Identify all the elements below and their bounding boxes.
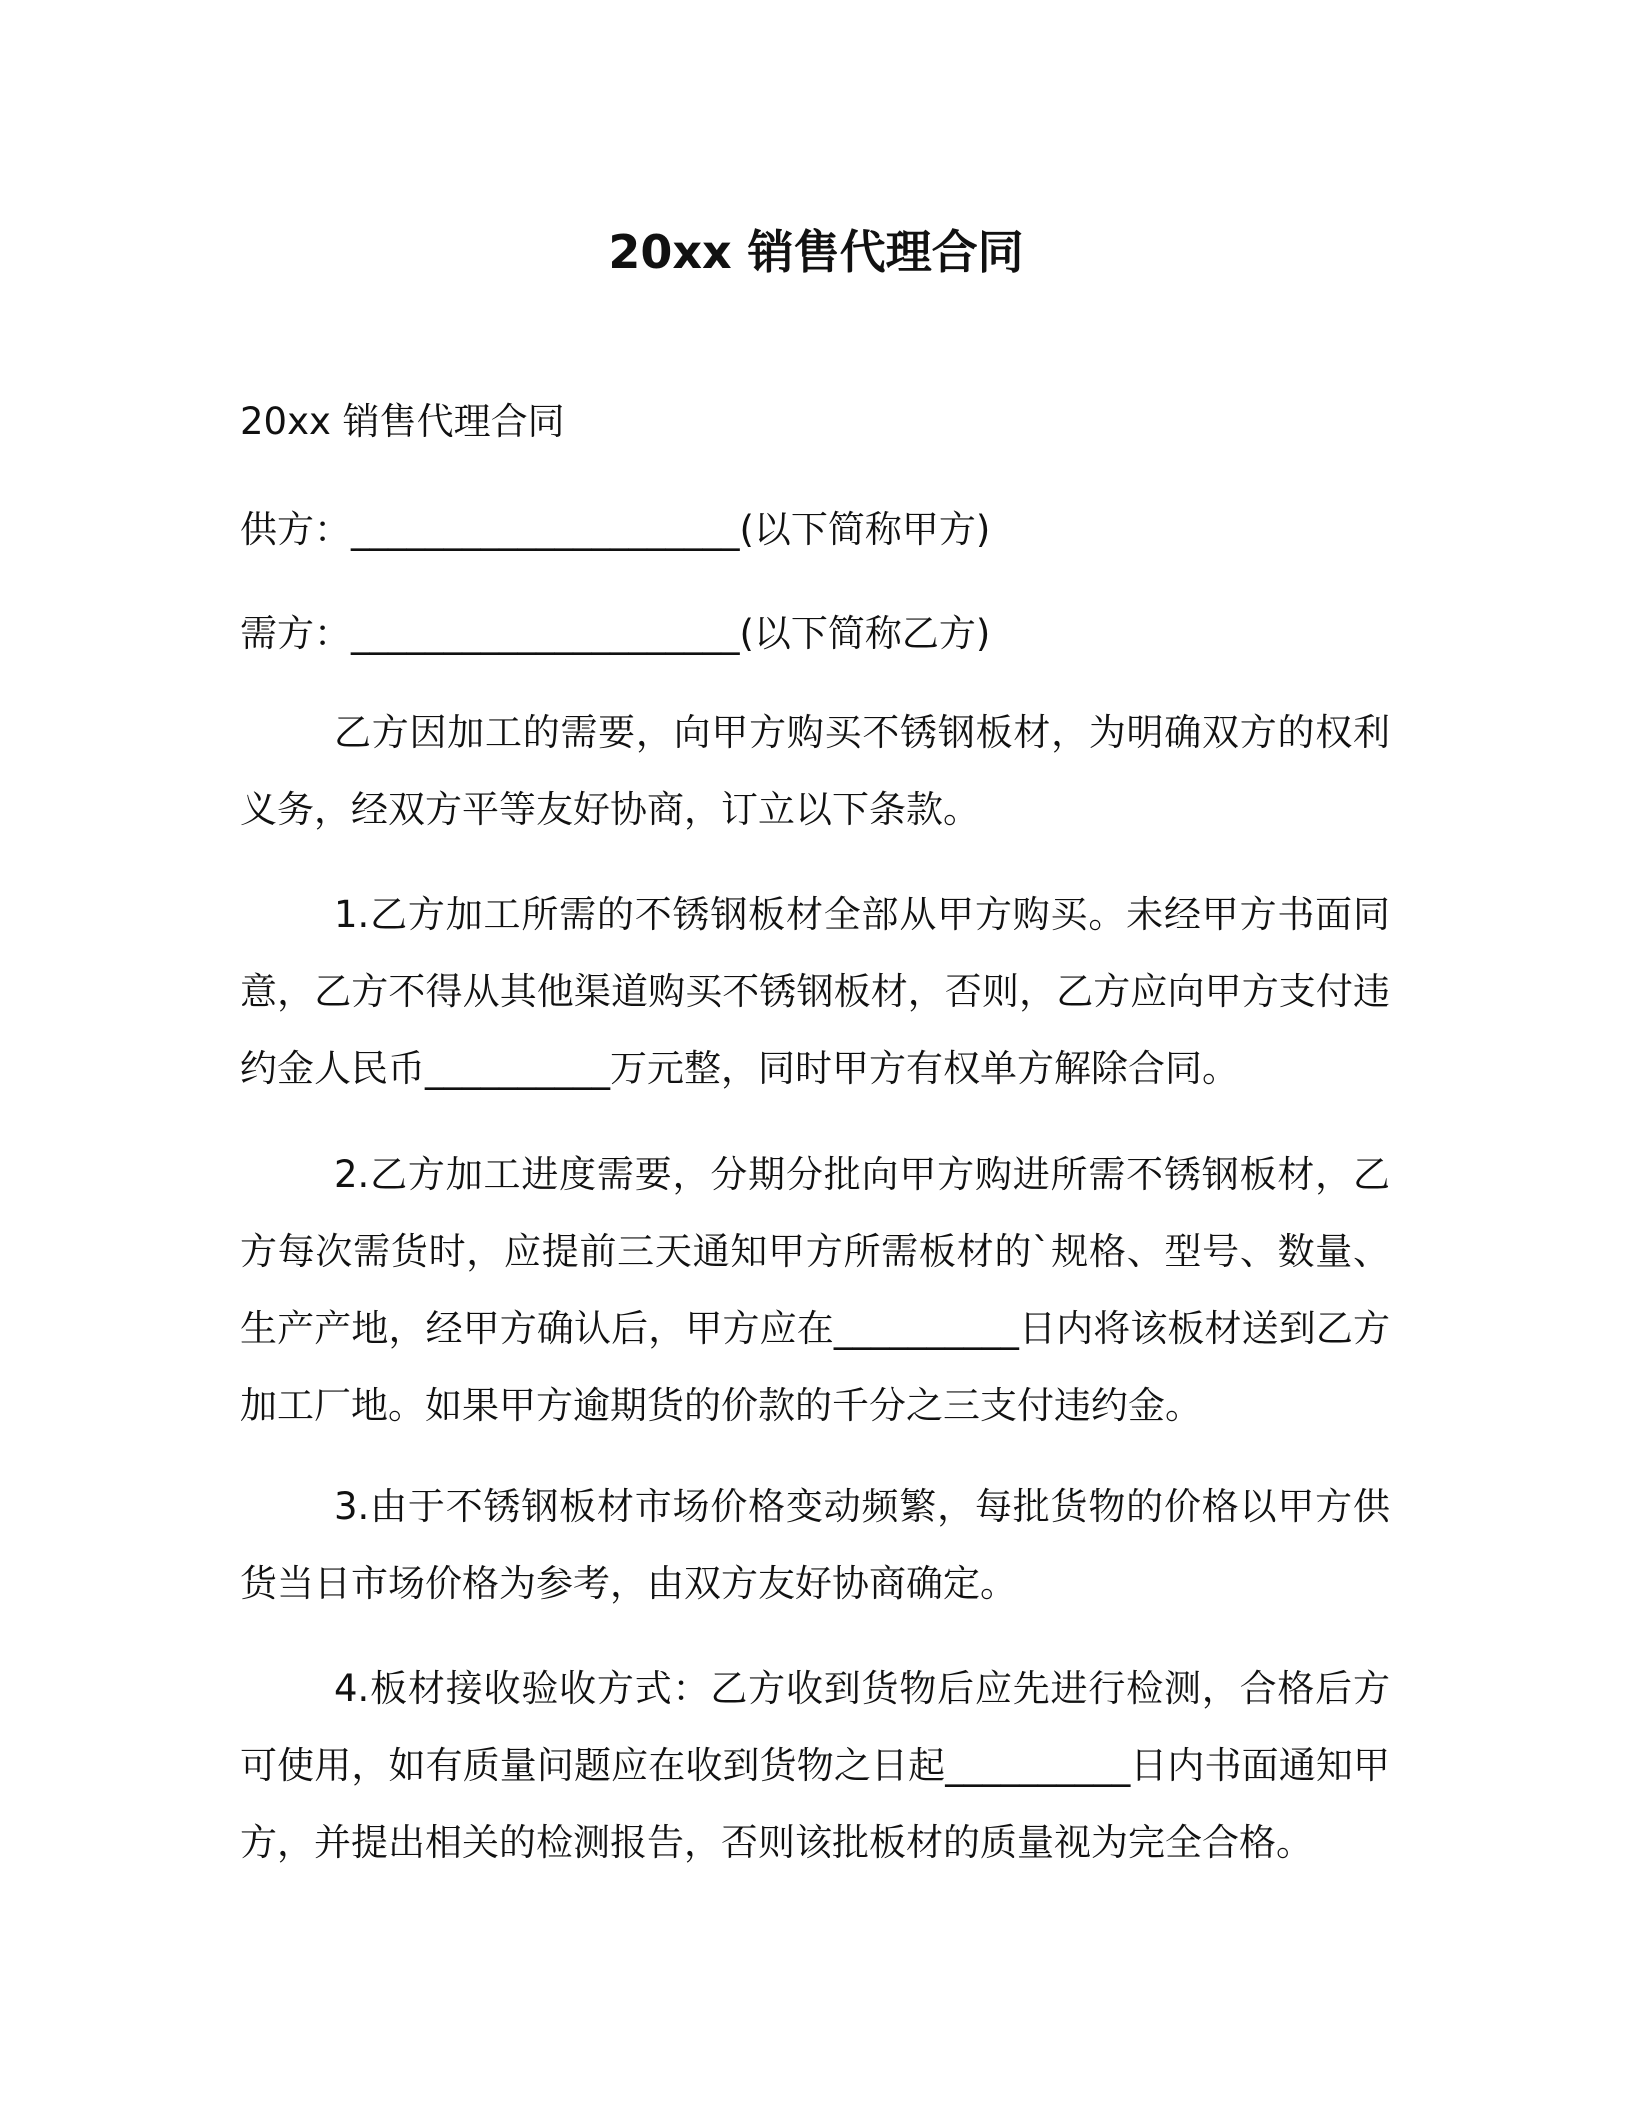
clause-4: 4.板材接收验收方式：乙方收到货物后应先进行检测，合格后方可使用，如有质量问题应在收到货物之日起__________日内书面通知甲方，并提出相关的检测报告，否则该批板材的质量视为完全合格。	[240, 1667, 1390, 1864]
supplier-line: 供方：_____________________(以下简称甲方)	[240, 508, 991, 551]
clause-2: 2.乙方加工进度需要，分期分批向甲方购进所需不锈钢板材，乙方每次需货时，应提前三天通知甲方所需板材的`规格、型号、数量、生产产地，经甲方确认后，甲方应在__________日内将该板材送到乙方加工厂地。如果甲方逾期货的价款的千分之三支付违约金。	[240, 1153, 1390, 1427]
document-title: 20xx 销售代理合同	[608, 225, 1024, 279]
document-subtitle: 20xx 销售代理合同	[240, 400, 565, 443]
clause-1: 1.乙方加工所需的不锈钢板材全部从甲方购买。未经甲方书面同意，乙方不得从其他渠道购买不锈钢板材，否则，乙方应向甲方支付违约金人民币__________万元整，同时甲方有权单方解除合同。	[240, 893, 1390, 1090]
buyer-line: 需方：_____________________(以下简称乙方)	[240, 612, 991, 655]
intro-paragraph: 乙方因加工的需要，向甲方购买不锈钢板材，为明确双方的权利义务，经双方平等友好协商，订立以下条款。	[240, 711, 1390, 831]
clause-3: 3.由于不锈钢板材市场价格变动频繁，每批货物的价格以甲方供货当日市场价格为参考，由双方友好协商确定。	[240, 1485, 1390, 1605]
